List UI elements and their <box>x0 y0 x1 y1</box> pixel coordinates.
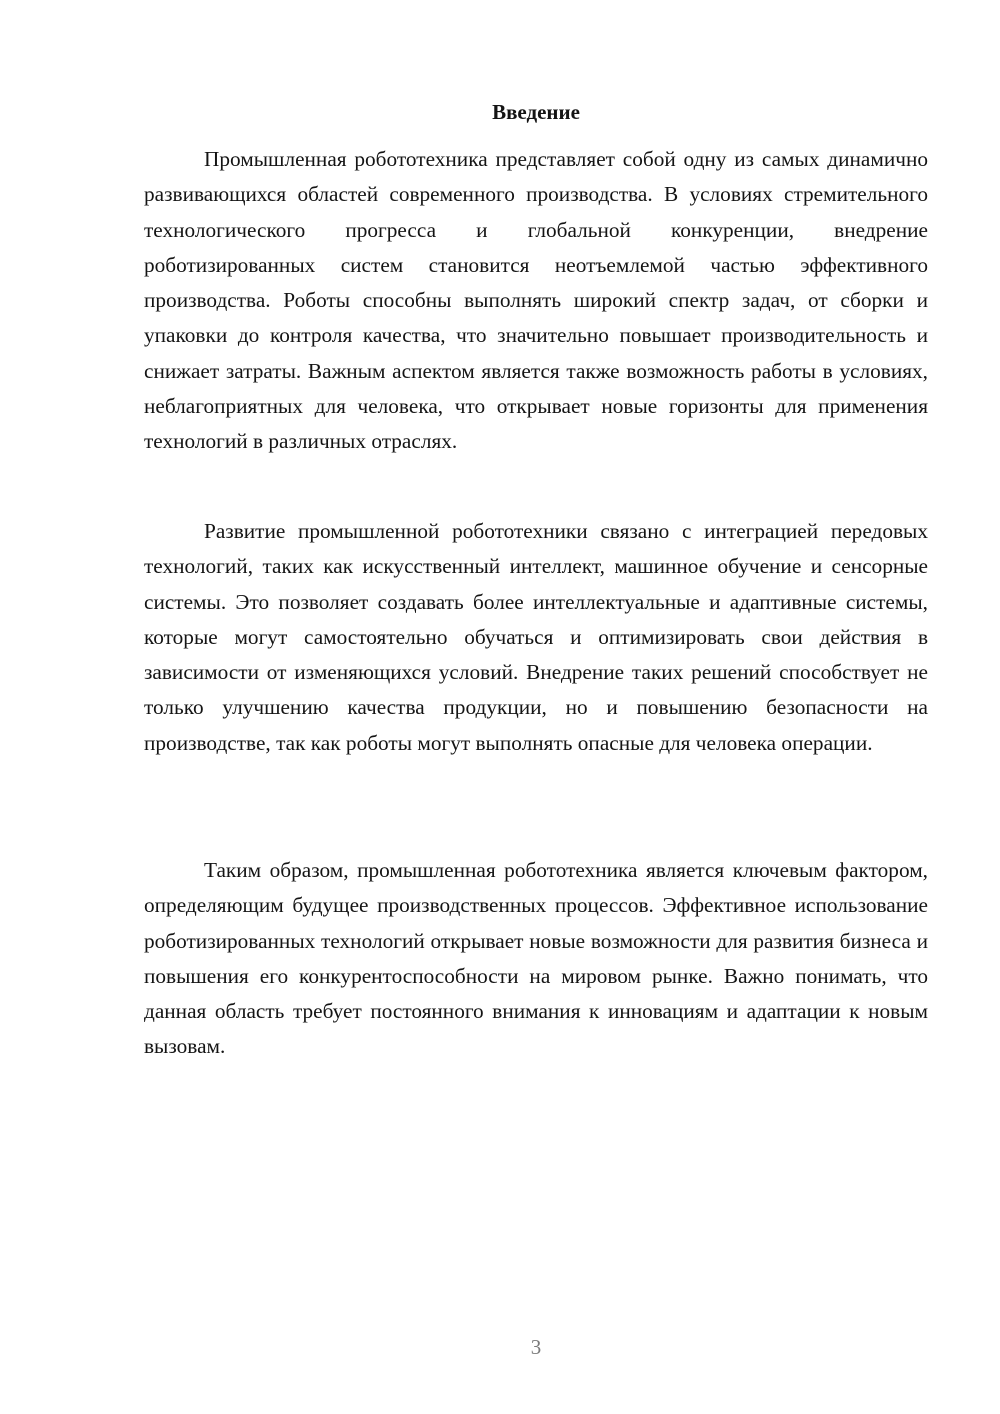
section-heading: Введение <box>492 100 580 124</box>
paragraph: Развитие промышленной робототехники связано с интеграцией передовых технологий, таких как искусственный интеллект, машинное обучение и сенсорные системы. Это позволяет создавать более интеллектуальные и адаптивные системы, которые могут самостоятельно обучаться и оптимизировать свои действия в зависимости от изменяющихся условий. Внедрение таких решений способствует не только улучшению качества продукции, но и повышению безопасности на производстве, так как роботы могут выполнять опасные для человека операции. <box>144 519 928 755</box>
paragraph: Промышленная робототехника представляет собой одну из самых динамично развивающихся областей современного производства. В условиях стремительного технологического прогресса и глобальной конкуренции, внедрение роботизированных систем становится неотъемлемой частью эффективного производства. Роботы способны выполнять широкий спектр задач, от сборки и упаковки до контроля качества, что значительно повышает производительность и снижает затраты. Важным аспектом является также возможность работы в условиях, неблагоприятных для человека, что открывает новые горизонты для применения технологий в различных отраслях. <box>144 147 928 454</box>
page-number: 3 <box>530 1335 542 1359</box>
paragraph: Таким образом, промышленная робототехника является ключевым фактором, определяющим будущее производственных процессов. Эффективное использование роботизированных технологий открывает новые возможности для развития бизнеса и повышения его конкурентоспособности на мировом рынке. Важно понимать, что данная область требует постоянного внимания к инновациям и адаптации к новым вызовам. <box>144 858 928 1059</box>
